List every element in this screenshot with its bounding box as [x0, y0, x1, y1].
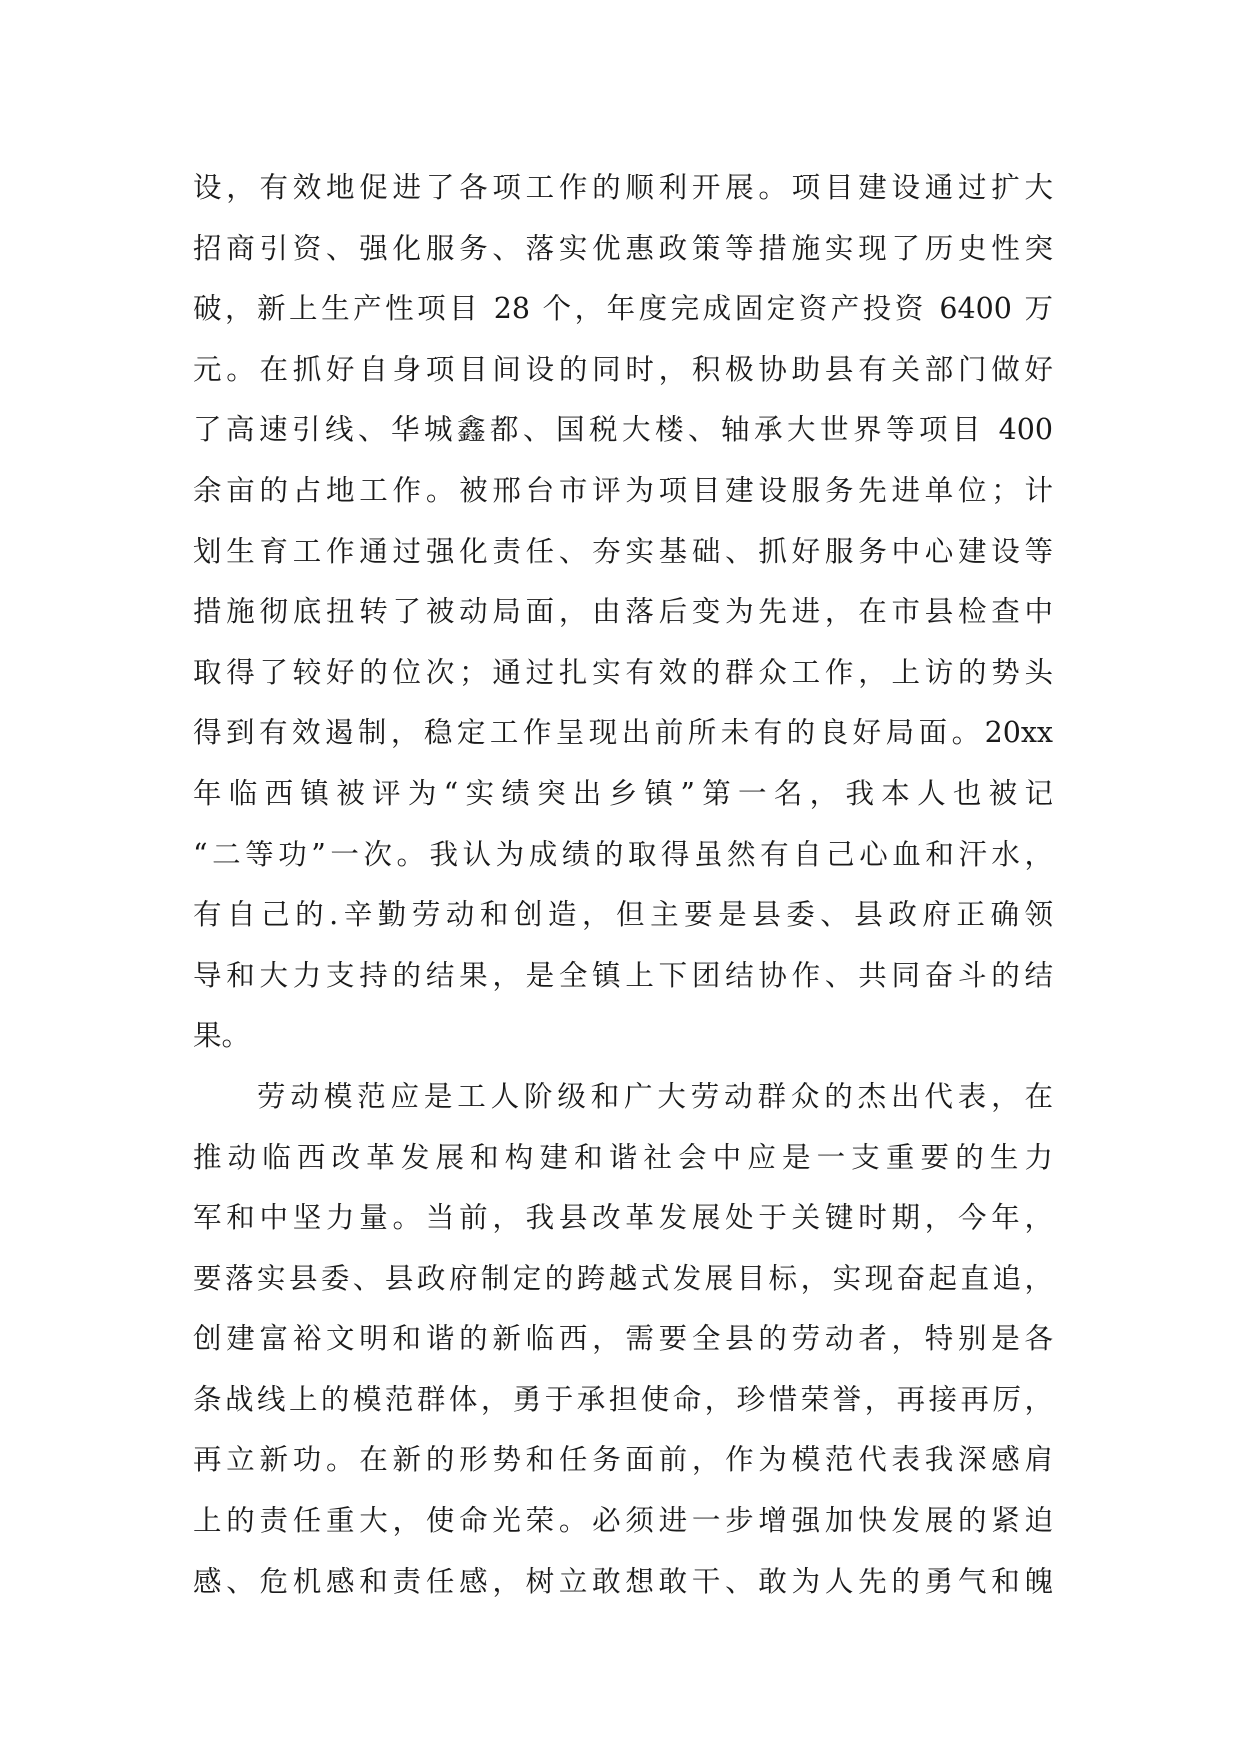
text-line: “二等功”一次。我认为成绩的取得虽然有自己心血和汗水， — [193, 837, 1053, 871]
text-line: 劳动模范应是工人阶级和广大劳动群众的杰出代表，在 — [257, 1079, 1053, 1113]
text-line: 划生育工作通过强化责任、夯实基础、抓好服务中心建设等 — [193, 534, 1053, 568]
text-line: 要落实县委、县政府制定的跨越式发展目标，实现奋起直追， — [193, 1261, 1053, 1295]
text-line: 推动临西改革发展和构建和谐社会中应是一支重要的生力 — [193, 1140, 1053, 1174]
text-line: 军和中坚力量。当前，我县改革发展处于关键时期，今年， — [193, 1201, 1053, 1235]
text-line: 元。在抓好自身项目间设的同时，积极协助县有关部门做好 — [193, 352, 1053, 386]
text-line: 余亩的占地工作。被邢台市评为项目建设服务先进单位；计 — [193, 473, 1053, 507]
text-line: 了高速引线、华城鑫都、国税大楼、轴承大世界等项目 400 — [193, 413, 1053, 447]
text-line: 感、危机感和责任感，树立敢想敢干、敢为人先的勇气和魄 — [193, 1564, 1053, 1598]
text-line: 设，有效地促进了各项工作的顺利开展。项目建设通过扩大 — [193, 171, 1053, 204]
text-line: 再立新功。在新的形势和任务面前，作为模范代表我深感肩 — [193, 1443, 1053, 1477]
text-line: 破，新上生产性项目 28 个，年度完成固定资产投资 6400 万 — [193, 292, 1053, 326]
text-line: 有自己的.辛勤劳动和创造，但主要是县委、县政府正确领 — [193, 898, 1053, 932]
text-line: 招商引资、强化服务、落实优惠政策等措施实现了历史性突 — [193, 231, 1053, 265]
text-line: 措施彻底扭转了被动局面，由落后变为先进，在市县检查中 — [193, 595, 1053, 629]
text-line: 导和大力支持的结果，是全镇上下团结协作、共同奋斗的结 — [193, 958, 1053, 992]
text-line: 条战线上的模范群体，勇于承担使命，珍惜荣誉，再接再厉， — [193, 1382, 1053, 1416]
body-text — [193, 158, 1053, 1612]
text-line: 年临西镇被评为“实绩突出乡镇”第一名，我本人也被记 — [193, 776, 1053, 810]
text-line: 得到有效遏制，稳定工作呈现出前所未有的良好局面。20xx — [193, 716, 1053, 750]
text-line: 果。 — [193, 1019, 251, 1053]
text-line: 取得了较好的位次；通过扎实有效的群众工作，上访的势头 — [193, 655, 1053, 689]
text-line: 创建富裕文明和谐的新临西，需要全县的劳动者，特别是各 — [193, 1322, 1053, 1356]
text-line: 上的责任重大，使命光荣。必须进一步增强加快发展的紧迫 — [193, 1504, 1053, 1538]
